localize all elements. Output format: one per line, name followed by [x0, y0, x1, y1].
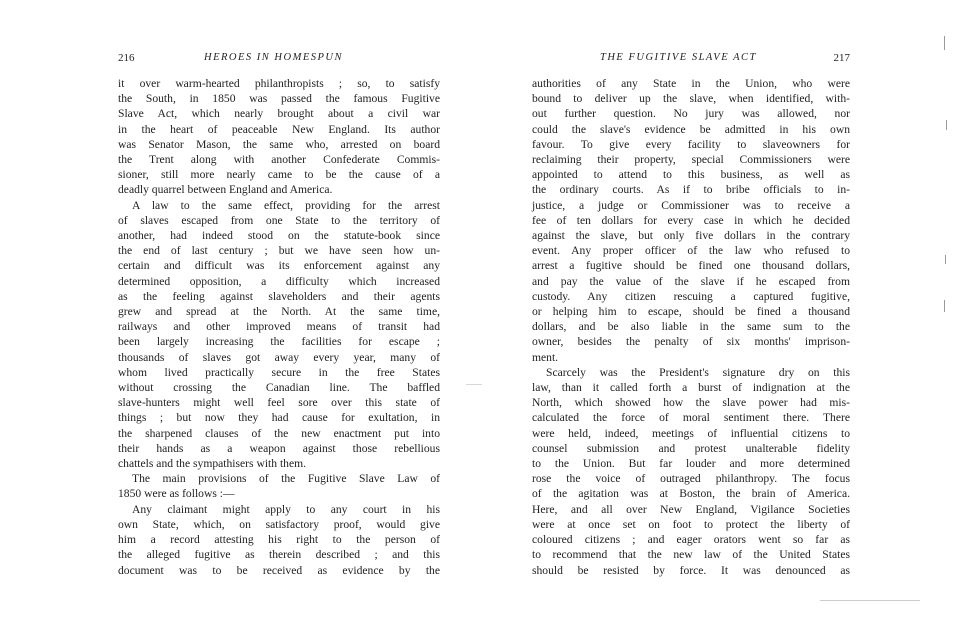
text-line: of the agitation was at Boston, the brain of America.: [532, 487, 850, 501]
text-line: been largely increasing the facilities for escape ;: [118, 335, 440, 349]
text-line: the alleged fugitive as therein described ; and this: [118, 548, 440, 562]
text-line: as the feeling against slaveholders and their agents: [118, 289, 440, 303]
text-line: ment.: [532, 350, 559, 364]
text-line: custody. Any citizen rescuing a captured fugitive,: [532, 289, 850, 303]
text-line: the ordinary courts. As if to bribe officials to in-: [532, 183, 850, 197]
text-line: coloured citizens ; and eager orators went so far as: [532, 533, 850, 547]
right-page-number: 217: [833, 52, 850, 64]
text-line: of slaves escaped from one State to the territory of: [118, 213, 440, 227]
text-line: Slave Act, which nearly brought about a civil war: [118, 107, 440, 121]
text-line: to the Union. But far louder and more determined: [532, 457, 850, 471]
scan-edge-mark: [946, 120, 947, 130]
text-line: the South, in 1850 was passed the famous Fugitive: [118, 92, 440, 106]
left-running-title: HEROES IN HOMESPUN: [204, 52, 343, 63]
text-line: justice, a judge or Commissioner was to receive a: [532, 198, 850, 212]
text-line: deadly quarrel between England and America.: [118, 183, 333, 197]
text-line: law, than it called forth a burst of indignation at the: [532, 381, 850, 395]
left-text-block: [118, 76, 440, 578]
text-line: calculated the force of moral sentiment there. There: [532, 411, 850, 425]
scan-edge-mark: [944, 300, 945, 312]
text-line: arrest a fugitive should be fined one thousand dollars,: [532, 259, 850, 273]
text-line: slave-hunters might well feel sore over this state of: [118, 396, 440, 410]
text-line: document was to be received as evidence by the: [118, 563, 440, 577]
text-line: North, which showed how the slave power had mis-: [532, 396, 850, 410]
text-line: Here, and all over New England, Vigilance Societies: [532, 502, 850, 516]
right-running-head: [532, 52, 850, 70]
text-line: reclaiming their property, special Commissioners were: [532, 153, 850, 167]
text-line: could the slave's evidence be admitted in his own: [532, 122, 850, 136]
text-line: the sharpened clauses of the new enactment put into: [118, 426, 440, 440]
text-line: 1850 were as follows :—: [118, 487, 235, 501]
text-line: or helping him to escape, should be fined a thousand: [532, 305, 850, 319]
left-page: [118, 52, 440, 578]
text-line: Any claimant might apply to any court in his: [132, 502, 440, 516]
text-line: without crossing the Canadian line. The baffled: [118, 381, 440, 395]
text-line: out further question. No jury was allowed, nor: [532, 107, 850, 121]
text-line: the Trent along with another Confederate Commis-: [118, 153, 440, 167]
text-line: The main provisions of the Fugitive Slave Law of: [132, 472, 440, 486]
left-page-number: 216: [118, 52, 135, 64]
text-line: fee of ten dollars for every case in which he decided: [532, 213, 850, 227]
text-line: things ; but now they had cause for exultation, in: [118, 411, 440, 425]
text-line: should be resisted by force. It was denounced as: [532, 563, 850, 577]
text-line: against the slave, but only five dollars in the contrary: [532, 229, 850, 243]
text-line: and pay the value of the slave if he escaped from: [532, 274, 850, 288]
text-line: rose the voice of outraged philanthropy. The focus: [532, 472, 850, 486]
right-text-block: [532, 76, 850, 578]
text-line: favour. To give every facility to slaveowners for: [532, 137, 850, 151]
text-line: was Senator Mason, the same who, arrested on board: [118, 137, 440, 151]
text-line: grew and spread at the North. At the same time,: [118, 305, 440, 319]
text-line: A law to the same effect, providing for the arrest: [132, 198, 440, 212]
text-line: sioner, still more nearly came to be the cause of a: [118, 168, 440, 182]
text-line: to recommend that the new law of the United States: [532, 548, 850, 562]
text-line: thousands of slaves got away every year, many of: [118, 350, 440, 364]
text-line: event. Any proper officer of the law who refused to: [532, 244, 850, 258]
text-line: bound to deliver up the slave, when identified, with-: [532, 92, 850, 106]
text-line: in the heart of peaceable New England. Its author: [118, 122, 440, 136]
text-line: owner, besides the penalty of six months' imprison-: [532, 335, 850, 349]
left-running-head: [118, 52, 440, 70]
text-line: another, had indeed stood on the statute-book since: [118, 229, 440, 243]
right-running-title: THE FUGITIVE SLAVE ACT: [600, 52, 757, 63]
text-line: were held, indeed, meetings of influential citizens to: [532, 426, 850, 440]
text-line: Scarcely was the President's signature dry on this: [546, 365, 850, 379]
text-line: their hands as a weapon against those rebellious: [118, 441, 440, 455]
text-line: were at once set on foot to protect the liberty of: [532, 517, 850, 531]
right-page: [532, 52, 850, 578]
text-line: certain and difficult was its enforcement against any: [118, 259, 440, 273]
text-line: chattels and the sympathisers with them.: [118, 457, 307, 471]
scan-edge-mark: [945, 255, 946, 264]
text-line: whom lived practically secure in the free States: [118, 365, 440, 379]
text-line: dollars, and be also liable in the same sum to the: [532, 320, 850, 334]
text-line: railways and other improved means of transit had: [118, 320, 440, 334]
scan-edge-mark: [944, 36, 945, 50]
text-line: determined opposition, a difficulty which increased: [118, 274, 440, 288]
text-line: him a record attesting his right to the person of: [118, 533, 440, 547]
text-line: appointed to attend to this business, as well as: [532, 168, 850, 182]
text-line: counsel submission and protest unalterable fidelity: [532, 441, 850, 455]
scan-edge-mark: [820, 600, 920, 601]
scan-edge-mark: [466, 384, 482, 385]
text-line: authorities of any State in the Union, who were: [532, 77, 850, 90]
text-line: it over warm-hearted philanthropists ; so, to satisfy: [118, 77, 440, 90]
text-line: own State, which, on satisfactory proof, would give: [118, 517, 440, 531]
text-line: the end of last century ; but we have seen how un-: [118, 244, 440, 258]
